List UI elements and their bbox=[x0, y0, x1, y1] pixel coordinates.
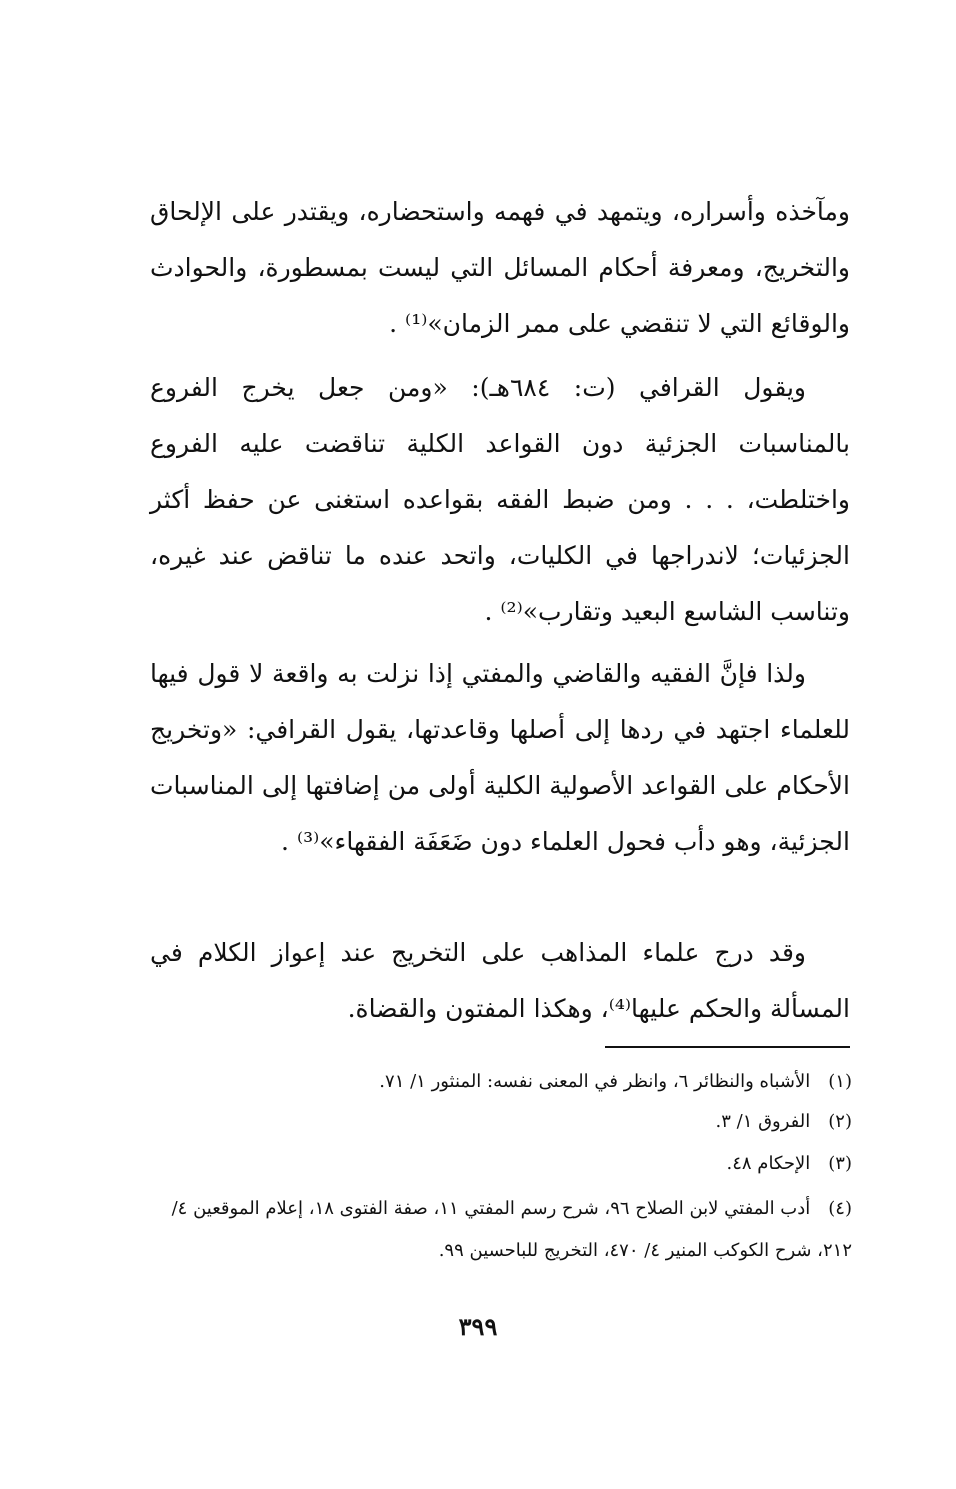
footnote-1 bbox=[160, 1062, 852, 1102]
paragraph-4: وقد درج علماء المذاهب على التخريج عند إعواز الكلام في المسألة والحكم عليها⁽⁴⁾، وهكذا المفتون والقضاة. bbox=[150, 938, 850, 1023]
footnote-text: الإحكام ٤٨. bbox=[726, 1153, 811, 1174]
page-number: ٣٩٩ bbox=[458, 1312, 498, 1341]
footnote-number: (٣) bbox=[828, 1153, 852, 1174]
footnote-text: الأشباه والنظائر ٦، وانظر في المعنى نفسه: المنثور ١/ ٧١. bbox=[379, 1071, 811, 1092]
paragraph-3: ولذا فإنَّ الفقيه والقاضي والمفتي إذا نزلت به واقعة لا قول فيها للعلماء اجتهد في ردها إلى أصلها وقاعدتها، يقول القرافي: «وتخريج الأحكام على القواعد الأصولية الكلية أولى من إضافتها إلى المناسبات الجزئية، وهو دأب فحول العلماء دون ضَعَفَة الفقهاء»⁽³⁾ . bbox=[150, 659, 850, 856]
footnote-number: (١) bbox=[828, 1071, 852, 1092]
footnote-3 bbox=[160, 1144, 852, 1184]
footnote-separator bbox=[605, 1046, 850, 1048]
paragraph-1: ومآخذه وأسراره، ويتمهد في فهمه واستحضاره، ويقتدر على الإلحاق والتخريج، ومعرفة أحكام المسائل التي ليست بمسطورة، والحوادث والوقائع التي لا تنقضي على ممر الزمان»⁽¹⁾ . bbox=[150, 197, 850, 338]
footnote-4 bbox=[160, 1188, 852, 1272]
footnote-text: الفروق ١/ ٣. bbox=[715, 1111, 811, 1132]
footnote-number: (٢) bbox=[828, 1111, 852, 1132]
footnote-text: أدب المفتي لابن الصلاح ٩٦، شرح رسم المفتي ١١، صفة الفتوى ١٨، إعلام الموقعين ٤/ ٢١٢، شرح الكوكب المنير ٤/ ٤٧٠، التخريج للباحسين ٩٩. bbox=[171, 1198, 852, 1261]
paragraph-2: ويقول القرافي (ت: ٦٨٤هـ): «ومن جعل يخرج الفروع بالمناسبات الجزئية دون القواعد الكلية تناقضت عليه الفروع واختلطت، . . . ومن ضبط الفقه بقواعده استغنى عن حفظ أكثر الجزئيات؛ لاندراجها في الكليات، واتحد عنده ما تناقض عند غيره، وتناسب الشاسع البعيد وتقارب»⁽²⁾ . bbox=[150, 373, 850, 626]
footnote-number: (٤) bbox=[828, 1198, 852, 1219]
footnote-2 bbox=[160, 1102, 852, 1142]
